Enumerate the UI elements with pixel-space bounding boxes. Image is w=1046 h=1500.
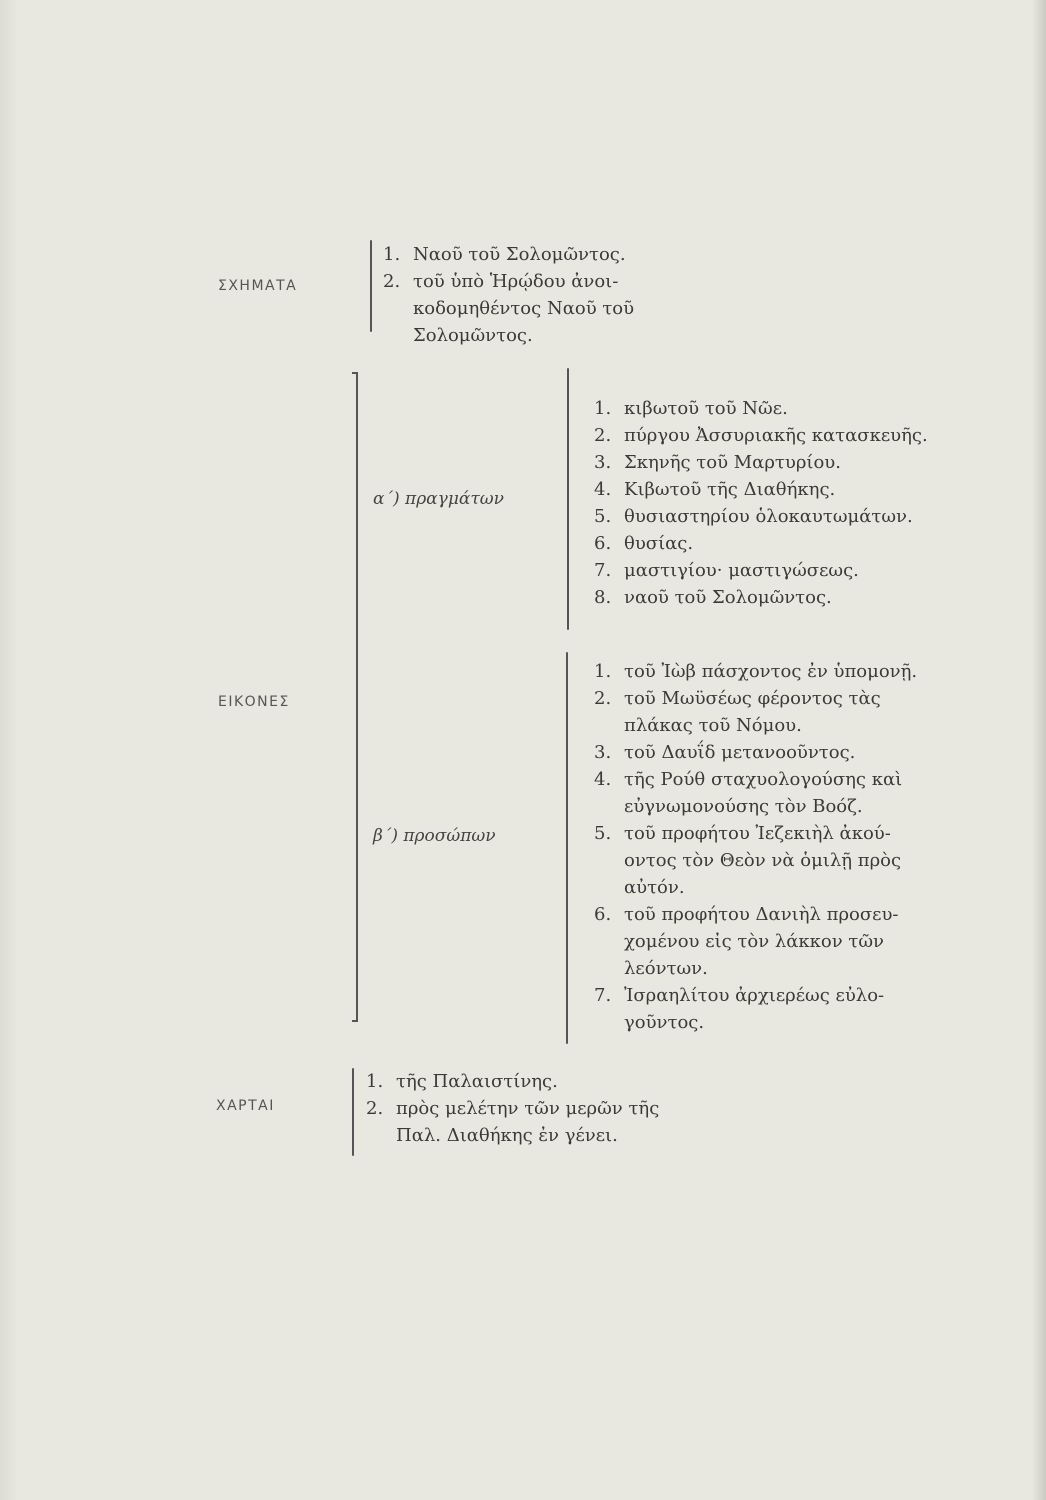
schemata-list (383, 241, 703, 349)
category-chartai-label: ΧΑΡΤΑΙ (216, 1098, 275, 1114)
list-item: 1. κιβωτοῦ τοῦ Νῶε. (594, 398, 788, 419)
list-item: 2. τοῦ ὑπὸ Ἡρῴδου ἀνοι- κοδομηθέντος Ναοῦ τοῦ Σολομῶντος. (383, 271, 635, 346)
prosopon-brace (566, 652, 568, 1044)
chartai-list (366, 1068, 726, 1149)
pragmaton-list (594, 395, 994, 611)
schemata-brace (370, 240, 372, 332)
list-item: 5. τοῦ προφήτου Ἰεζεκιὴλ ἀκού- οντος τὸν Θεὸν νὰ ὁμιλῇ πρὸς αὐτόν. (594, 823, 902, 898)
list-item: 3. τοῦ Δαυΐδ μετανοοῦντος. (594, 742, 856, 763)
list-item: 1. τοῦ Ἰὼβ πάσχοντος ἐν ὑπομονῇ. (594, 661, 918, 682)
category-schemata-label: ΣΧΗΜΑΤΑ (218, 278, 298, 294)
list-item: 8. ναοῦ τοῦ Σολομῶντος. (594, 587, 832, 608)
eikones-brace (356, 372, 358, 1022)
chartai-brace (352, 1068, 354, 1156)
list-item: 2. πύργου Ἀσσυριακῆς κατασκευῆς. (594, 425, 928, 446)
list-item: 3. Σκηνῆς τοῦ Μαρτυρίου. (594, 452, 841, 473)
prosopon-list (594, 658, 974, 1036)
list-item: 4. τῆς Ρούθ σταχυολογούσης καὶ εὐγνωμονούσης τὸν Βοόζ. (594, 769, 903, 817)
list-item: 4. Κιβωτοῦ τῆς Διαθήκης. (594, 479, 836, 500)
list-item: 2. πρὸς μελέτην τῶν μερῶν τῆς Παλ. Διαθήκης ἐν γένει. (366, 1098, 660, 1146)
category-eikones-label: ΕΙΚΟΝΕΣ (218, 694, 290, 710)
page-shadow-left (0, 0, 18, 1500)
eikones-brace-top-tick (352, 372, 358, 374)
list-item: 7. Ἰσραηλίτου ἀρχιερέως εὐλο- γοῦντος. (594, 985, 885, 1033)
list-item: 6. θυσίας. (594, 533, 694, 554)
list-item: 1. τῆς Παλαιστίνης. (366, 1071, 558, 1092)
list-item: 2. τοῦ Μωϋσέως φέροντος τὰς πλάκας τοῦ Νόμου. (594, 688, 881, 736)
page-shadow-right (1032, 0, 1046, 1500)
pragmaton-brace (567, 368, 569, 630)
list-item: 1. Ναοῦ τοῦ Σολομῶντος. (383, 244, 626, 265)
list-item: 5. θυσιαστηρίου ὁλοκαυτωμάτων. (594, 506, 913, 527)
subcategory-prosopon-label: β΄) προσώπων (373, 826, 496, 846)
eikones-brace-bottom-tick (352, 1020, 358, 1022)
subcategory-pragmaton-label: α΄) πραγμάτων (373, 489, 504, 509)
list-item: 7. μαστιγίου· μαστιγώσεως. (594, 560, 859, 581)
list-item: 6. τοῦ προφήτου Δανιὴλ προσευ- χομένου εἰς τὸν λάκκον τῶν λεόντων. (594, 904, 899, 979)
